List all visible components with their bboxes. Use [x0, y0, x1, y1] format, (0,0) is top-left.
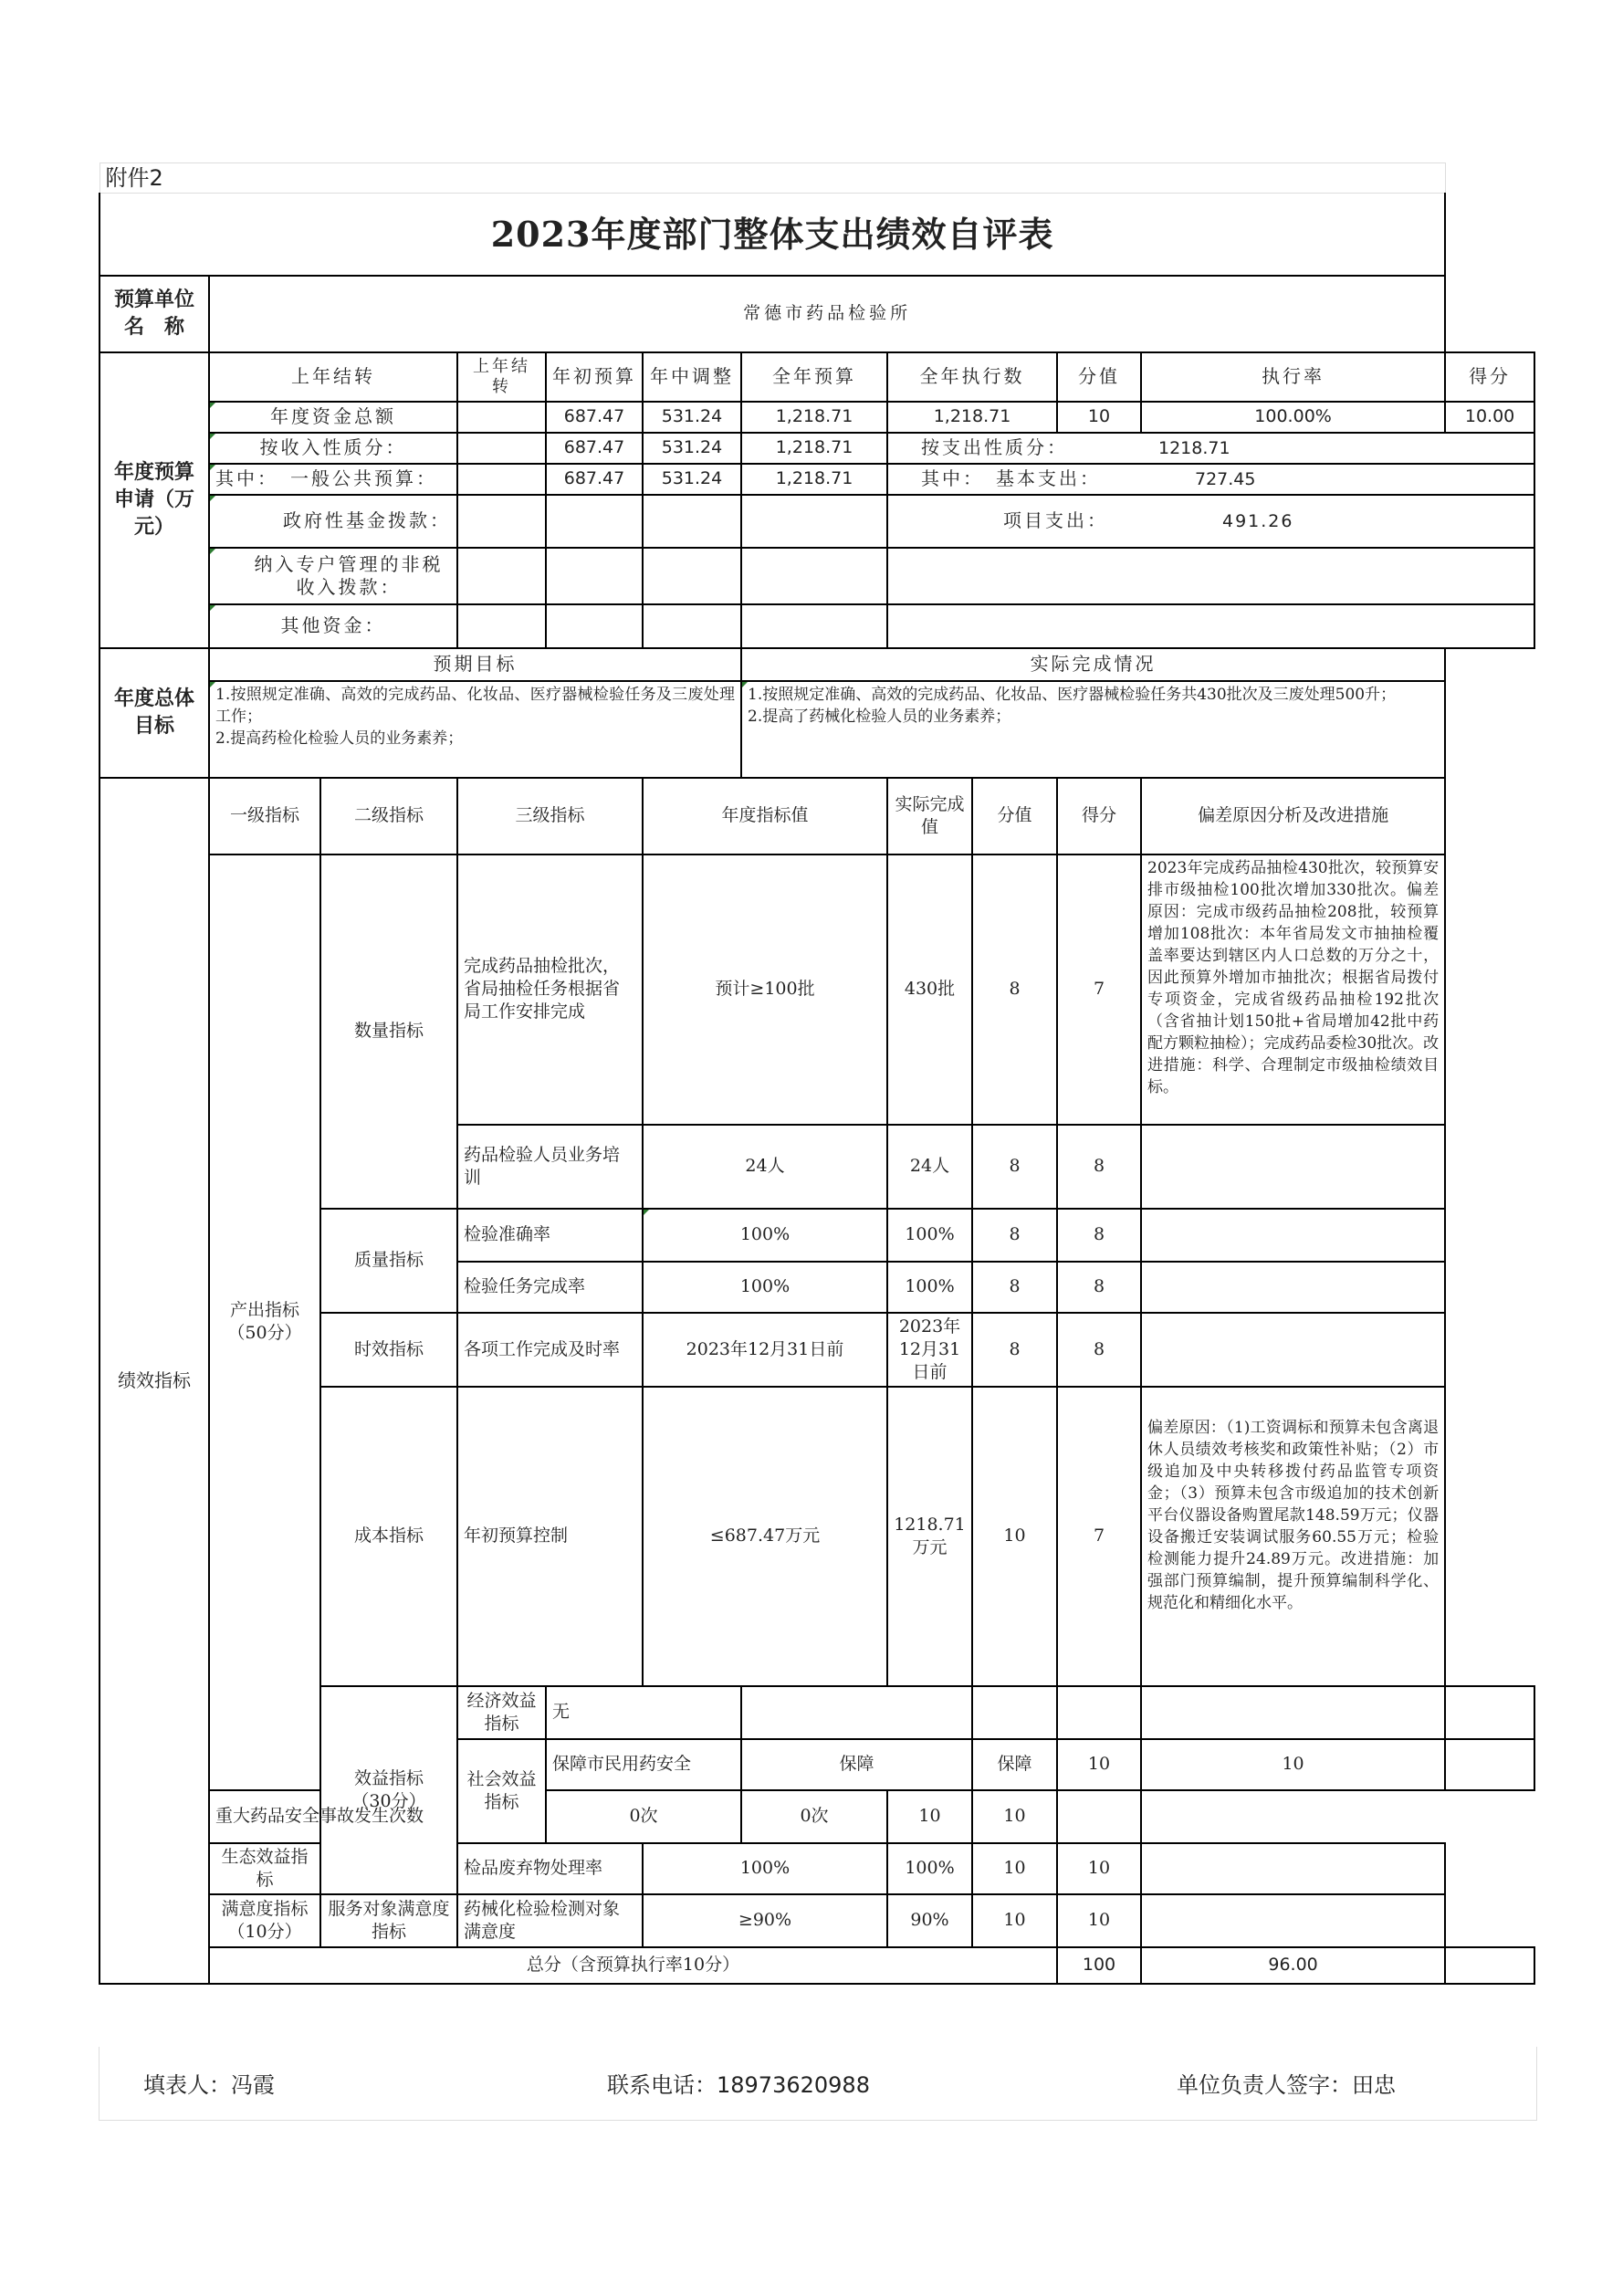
score-cell: 10 [1057, 1894, 1141, 1947]
performance-section-label: 绩效指标 [99, 778, 209, 1984]
actual-cell: 430批 [887, 854, 972, 1125]
actual-cell: 24人 [887, 1125, 972, 1209]
unit-name: 常德市药品检验所 [209, 276, 1445, 352]
analysis-cell [1141, 1209, 1445, 1262]
satisfaction-indicator-label: 满意度指标 （10分） [209, 1894, 320, 1947]
value-cell: 10 [972, 1387, 1057, 1686]
output-indicator-label: 产出指标 （50分） [209, 854, 320, 1790]
level2-cell: 成本指标 [320, 1387, 457, 1686]
contact-phone: 联系电话：18973620988 [607, 2072, 870, 2098]
total-annual: 1,218.71 [741, 402, 887, 433]
value-cell: 8 [972, 1209, 1057, 1262]
total-executed: 1,218.71 [887, 402, 1057, 433]
public-row-label: 其中： 一般公共预算： [209, 464, 457, 495]
target-cell [741, 1686, 972, 1739]
header-rate: 执行率 [1141, 352, 1445, 402]
value-cell [1057, 1686, 1141, 1739]
header-level2: 二级指标 [320, 778, 457, 854]
analysis-cell [1141, 1313, 1445, 1387]
actual-cell: 90% [887, 1894, 972, 1947]
budget-section-label: 年度预算申请（万元） [99, 352, 209, 648]
header-score-value: 分值 [1057, 352, 1141, 402]
project-expense-value: 491.26 [1222, 510, 1294, 531]
basic-expense-value: 727.45 [1195, 468, 1256, 489]
value-cell: 10 [972, 1843, 1057, 1894]
level2-cell: 时效指标 [320, 1313, 457, 1387]
header-executed: 全年执行数 [887, 352, 1057, 402]
filler-name: 填表人：冯霞 [143, 2072, 275, 2098]
actual-cell: 0次 [741, 1790, 887, 1843]
evaluation-sheet [99, 163, 1535, 2098]
actual-cell: 100% [887, 1843, 972, 1894]
header-midyear: 年中调整 [643, 352, 741, 402]
header-analysis: 偏差原因分析及改进措施 [1141, 778, 1445, 854]
header-annual: 全年预算 [741, 352, 887, 402]
analysis-cell [1141, 1262, 1445, 1313]
analysis-cell [1141, 1843, 1445, 1894]
table-row [99, 1790, 1534, 1843]
score-cell: 10 [1057, 1843, 1141, 1894]
attachment-label: 附件2 [99, 163, 1445, 194]
unit-label: 预算单位名 称 [99, 276, 209, 352]
score-cell: 10 [972, 1790, 1057, 1843]
analysis-cell [1445, 1686, 1534, 1739]
target-cell: 100% [643, 1843, 887, 1894]
value-cell: 10 [887, 1790, 972, 1843]
level3-cell: 药品检验人员业务培训 [457, 1125, 643, 1209]
total-score-label: 总分（含预算执行率10分） [209, 1947, 1057, 1984]
score-cell: 8 [1057, 1313, 1141, 1387]
public-midyear: 531.24 [643, 464, 741, 495]
page-title: 2023年度部门整体支出绩效自评表 [99, 194, 1445, 276]
level2-cell: 社会效益指标 [457, 1739, 546, 1843]
footer [99, 2047, 1537, 2121]
benefit-indicator-label: 效益指标 （30分） [320, 1686, 457, 1894]
level3-cell: 重大药品安全事故发生次数 [209, 1790, 457, 1843]
analysis-cell [1141, 1894, 1445, 1947]
income-initial: 687.47 [546, 433, 643, 464]
total-row-label: 年度资金总额 [209, 402, 457, 433]
target-cell: ≤687.47万元 [643, 1387, 887, 1686]
actual-goal-text: 1.按照规定准确、高效的完成药品、化妆品、医疗器械检验任务共430批次及三废处理500升； 2.提高了药械化检验人员的业务素养； [741, 681, 1445, 778]
level3-cell: 检验任务完成率 [457, 1262, 643, 1313]
actual-cell [972, 1686, 1057, 1739]
level2-cell: 质量指标 [320, 1209, 457, 1313]
score-cell: 8 [1057, 1262, 1141, 1313]
level3-cell: 检品废弃物处理率 [457, 1843, 643, 1894]
level3-cell: 无 [546, 1686, 741, 1739]
income-midyear: 531.24 [643, 433, 741, 464]
target-cell: ≥90% [643, 1894, 887, 1947]
actual-cell: 2023年12月31日前 [887, 1313, 972, 1387]
level3-cell: 检验准确率 [457, 1209, 643, 1262]
actual-cell: 100% [887, 1209, 972, 1262]
target-cell: 0次 [546, 1790, 741, 1843]
header-level1: 一级指标 [209, 778, 320, 854]
score-cell: 8 [1057, 1125, 1141, 1209]
total-score: 10.00 [1445, 402, 1534, 433]
actual-cell: 保障 [972, 1739, 1057, 1790]
expense-type-value: 1218.71 [1158, 437, 1230, 458]
actual-goal-header: 实际完成情况 [741, 648, 1445, 681]
level3-cell: 完成药品抽检批次，省局抽检任务根据省局工作安排完成 [457, 854, 643, 1125]
score-cell: 7 [1057, 1387, 1141, 1686]
level3-cell: 年初预算控制 [457, 1387, 643, 1686]
value-cell: 10 [1057, 1739, 1141, 1790]
header-initial: 年初预算 [546, 352, 643, 402]
analysis-cell [1141, 1125, 1445, 1209]
evaluation-table [99, 163, 1535, 1985]
expected-goal-text: 1.按照规定准确、高效的完成药品、化妆品、医疗器械检验任务及三废处理工作； 2.提高药检化检验人员的业务素养； [209, 681, 741, 778]
header-carryover-2: 上年结转 [457, 352, 546, 402]
score-cell: 10 [1141, 1739, 1445, 1790]
nontax-row-label: 纳入专户管理的非税收入拨款： [209, 548, 457, 604]
header-score: 得分 [1445, 352, 1534, 402]
total-score-value: 10 [1057, 402, 1141, 433]
value-cell: 8 [972, 1262, 1057, 1313]
level3-cell: 各项工作完成及时率 [457, 1313, 643, 1387]
header-carryover: 上年结转 [209, 352, 457, 402]
score-cell: 7 [1057, 854, 1141, 1125]
actual-cell: 1218.71万元 [887, 1387, 972, 1686]
header-perf-score-value: 分值 [972, 778, 1057, 854]
level2-cell: 数量指标 [320, 854, 457, 1209]
header-target: 年度指标值 [643, 778, 887, 854]
total-score-value: 100 [1057, 1947, 1141, 1984]
value-cell: 8 [972, 854, 1057, 1125]
analysis-cell [1445, 1739, 1534, 1790]
header-perf-score: 得分 [1057, 778, 1141, 854]
level2-cell: 生态效益指标 [209, 1843, 320, 1894]
target-cell: 24人 [643, 1125, 887, 1209]
total-midyear: 531.24 [643, 402, 741, 433]
income-row-label: 按收入性质分： [209, 433, 457, 464]
project-expense-label: 项目支出： [1003, 508, 1108, 531]
table-row [99, 1843, 1534, 1894]
total-initial: 687.47 [546, 402, 643, 433]
table-row [99, 1894, 1534, 1947]
table-row [99, 854, 1534, 1125]
value-cell: 8 [972, 1125, 1057, 1209]
fund-row-label: 政府性基金拨款： [209, 495, 457, 548]
target-cell: 2023年12月31日前 [643, 1313, 887, 1387]
header-actual: 实际完成值 [887, 778, 972, 854]
public-annual: 1,218.71 [741, 464, 887, 495]
income-annual: 1,218.71 [741, 433, 887, 464]
value-cell: 10 [972, 1894, 1057, 1947]
leader-signature: 单位负责人签字：田忠 [1177, 2072, 1396, 2098]
level3-cell: 保障市民用药安全 [546, 1739, 741, 1790]
target-cell: 100% [643, 1209, 887, 1262]
value-cell: 8 [972, 1313, 1057, 1387]
target-cell: 保障 [741, 1739, 972, 1790]
total-rate: 100.00% [1141, 402, 1445, 433]
expense-type-label: 按支出性质分： [921, 435, 1068, 458]
total-score: 96.00 [1141, 1947, 1445, 1984]
level3-cell: 药械化检验检测对象满意度 [457, 1894, 643, 1947]
score-cell: 8 [1057, 1209, 1141, 1262]
expected-goal-header: 预期目标 [209, 648, 741, 681]
target-cell: 100% [643, 1262, 887, 1313]
public-initial: 687.47 [546, 464, 643, 495]
actual-cell: 100% [887, 1262, 972, 1313]
score-cell [1141, 1686, 1445, 1739]
basic-expense-label: 其中： 基本支出： [921, 467, 1101, 489]
analysis-cell [1057, 1790, 1141, 1843]
level2-cell: 服务对象满意度指标 [320, 1894, 457, 1947]
level2-cell: 经济效益指标 [457, 1686, 546, 1739]
other-row-label: 其他资金： [209, 604, 457, 648]
header-level3: 三级指标 [457, 778, 643, 854]
target-cell: 预计≥100批 [643, 854, 887, 1125]
goals-section-label: 年度总体目标 [99, 648, 209, 778]
analysis-cell: 2023年完成药品抽检430批次，较预算安排市级抽检100批次增加330批次。偏差原因：完成市级药品抽检208批，较预算增加108批次：本年省局发文市抽抽检覆盖率要达到辖区内人口总数的万分之十，因此预算外增加市抽批次；根据省局拨付专项资金，完成省级药品抽检192批次（含省抽计划150批+省局增加42批中药配方颗粒抽检）；完成药品委检30批次。改进措施：科学、合理制定市级抽检绩效目标。 [1141, 854, 1445, 1125]
analysis-cell: 偏差原因：（1)工资调标和预算未包含离退休人员绩效考核奖和政策性补贴；（2）市级追加及中央转移拨付药品监管专项资金；（3）预算未包含市级追加的技术创新平台仪器设备购置尾款148.59万元；仪器设备搬迁安装调试服务60.55万元；检验检测能力提升24.89万元。改进措施：加强部门预算编制，提升预算编制科学化、规范化和精细化水平。 [1141, 1387, 1445, 1686]
